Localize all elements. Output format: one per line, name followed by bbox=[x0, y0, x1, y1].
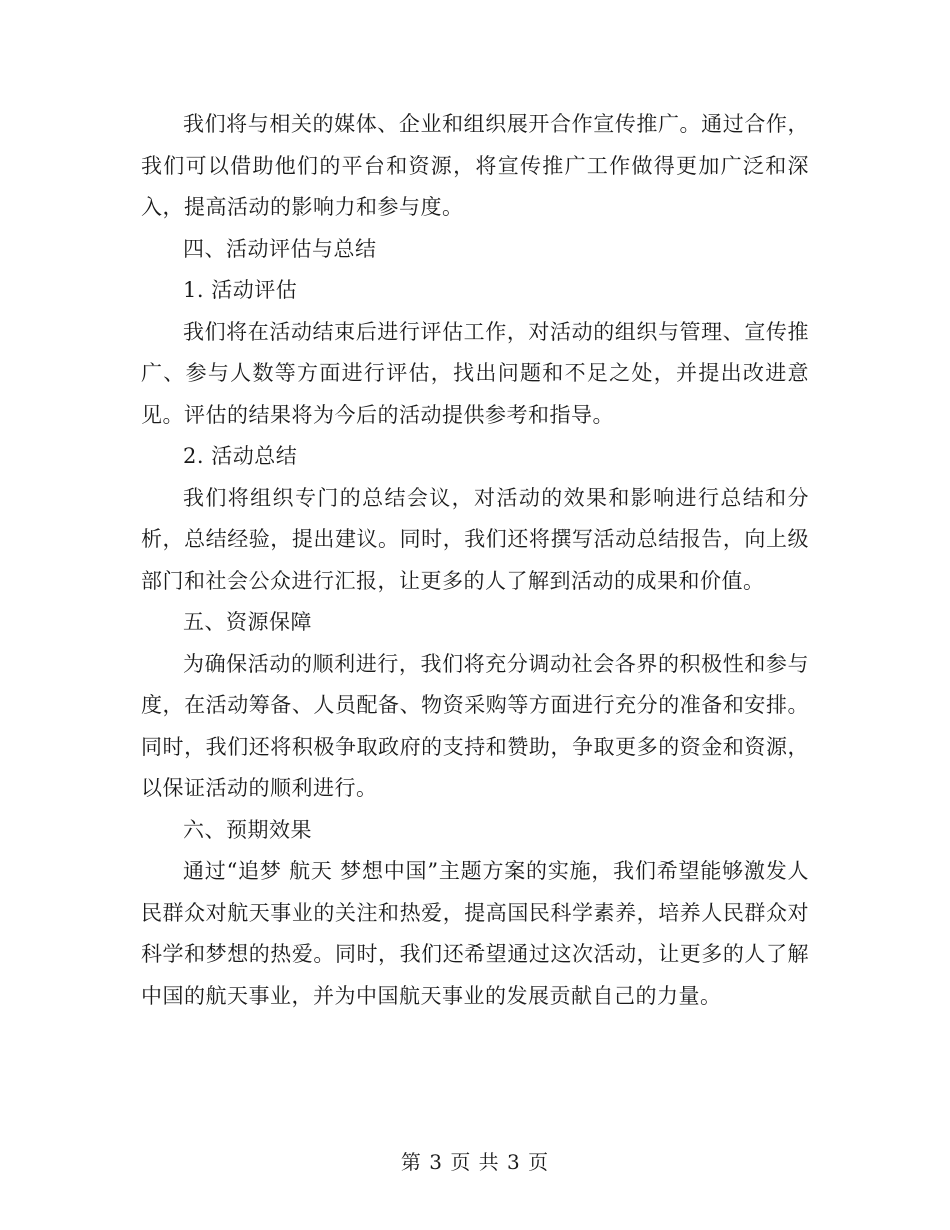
section-heading-evaluation-summary: 四、活动评估与总结 bbox=[183, 236, 377, 261]
paragraph-resources: 为确保活动的顺利进行，我们将充分调动社会各界的积极性和参与度，在活动筹备、人员配备、物资采购等方面进行充分的准备和安排。同时，我们还将积极争取政府的支持和赞助，争取更多的资金和资源，以保证活动的顺利进行。 bbox=[141, 651, 809, 800]
paragraph-evaluation: 我们将在活动结束后进行评估工作，对活动的组织与管理、宣传推广、参与人数等方面进行评估，找出问题和不足之处，并提出改进意见。评估的结果将为今后的活动提供参考和指导。 bbox=[141, 319, 809, 427]
page-number-footer: 第 3 页 共 3 页 bbox=[400, 1150, 550, 1174]
paragraph-expected-effect: 通过“追梦 航天 梦想中国”主题方案的实施，我们希望能够激发人民群众对航天事业的关注和热爱，提高国民科学素养，培养人民群众对科学和梦想的热爱。同时，我们还希望通过这次活动，让更多的人了解中国的航天事业，并为中国航天事业的发展贡献自己的力量。 bbox=[141, 859, 809, 1008]
paragraph-summary: 我们将组织专门的总结会议，对活动的效果和影响进行总结和分析，总结经验，提出建议。同时，我们还将撰写活动总结报告，向上级部门和社会公众进行汇报，让更多的人了解到活动的成果和价值。 bbox=[141, 485, 809, 593]
subheading-activity-evaluation: 1. 活动评估 bbox=[183, 278, 298, 302]
document-body bbox=[141, 104, 809, 1017]
subheading-activity-summary: 2. 活动总结 bbox=[183, 444, 298, 468]
section-heading-expected-effect: 六、预期效果 bbox=[183, 817, 312, 842]
paragraph-media-cooperation: 我们将与相关的媒体、企业和组织展开合作宣传推广。通过合作，我们可以借助他们的平台和资源，将宣传推广工作做得更加广泛和深入，提高活动的影响力和参与度。 bbox=[141, 112, 809, 219]
section-heading-resources: 五、资源保障 bbox=[183, 610, 312, 634]
